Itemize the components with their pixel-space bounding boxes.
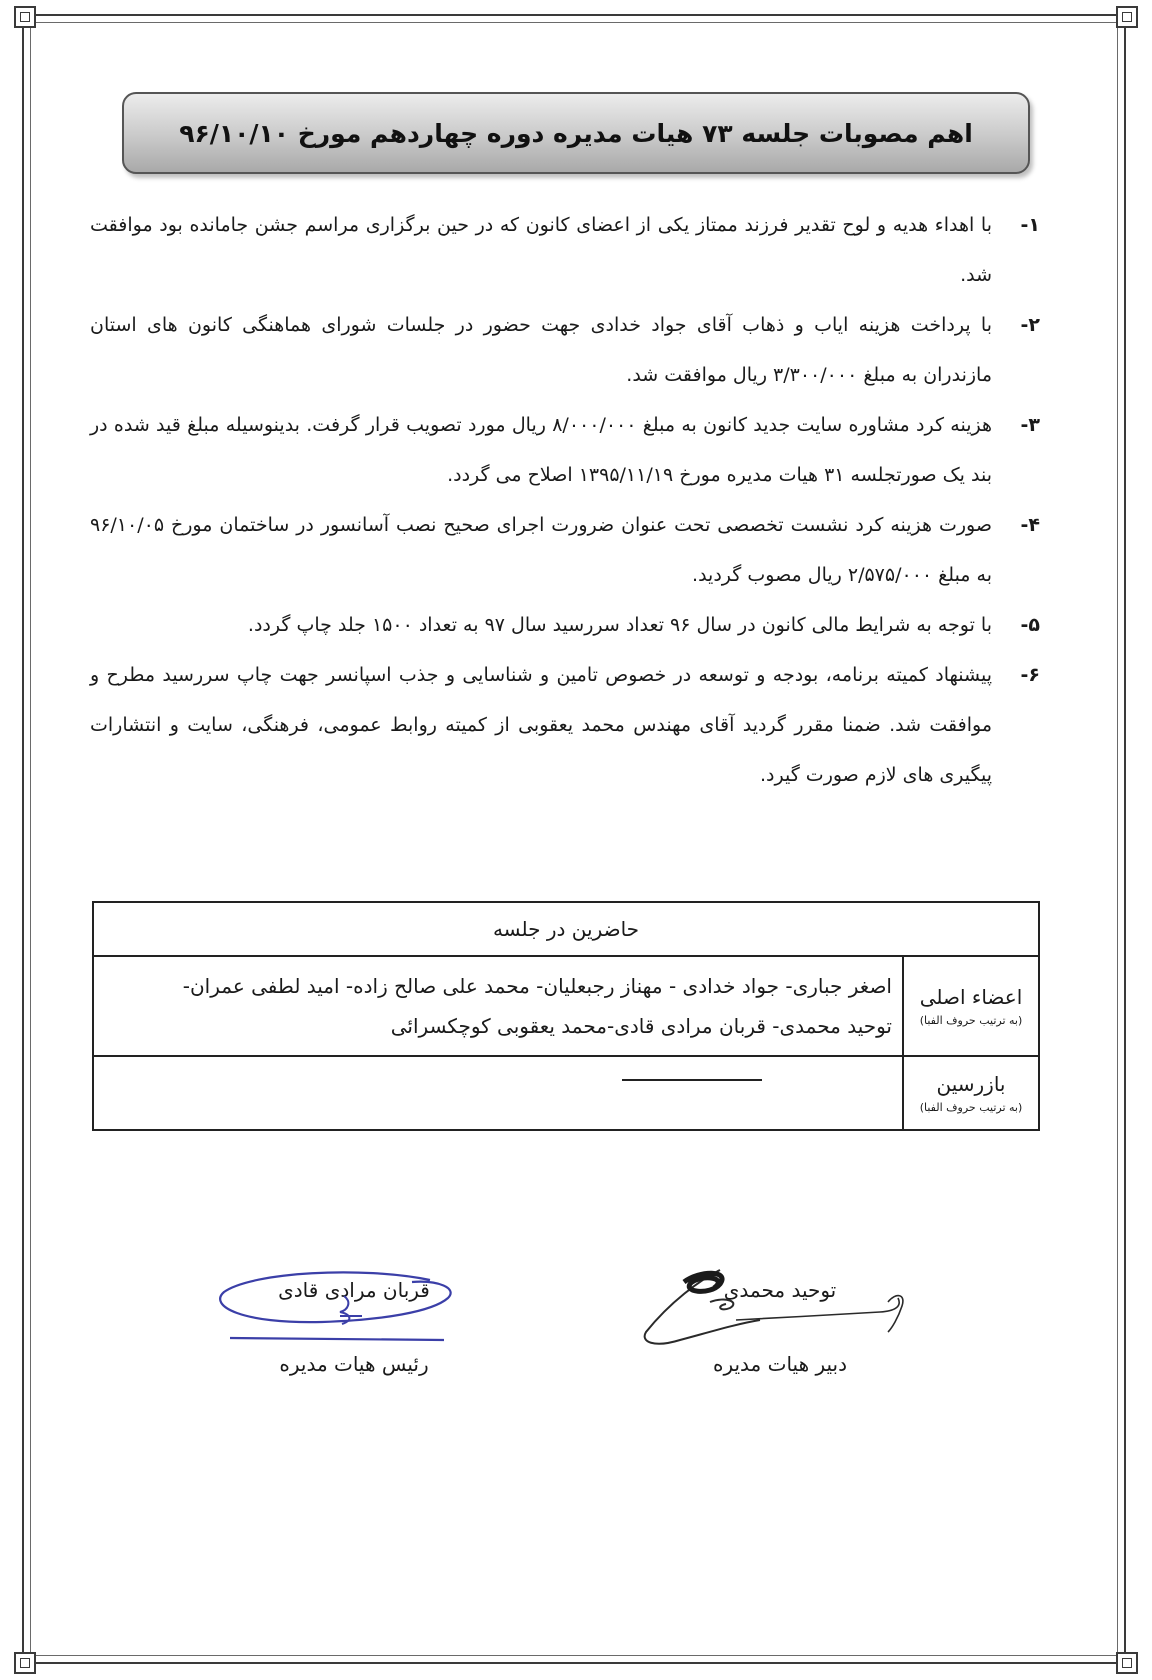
resolution-text: با اهداء هدیه و لوح تقدیر فرزند ممتاز یکی از اعضای کانون که در حین برگزاری مراسم جشن جامانده بود موافقت شد. (90, 214, 992, 286)
main-members-cell (93, 956, 903, 1056)
title-banner (122, 92, 1030, 174)
resolution-number: ۴- (1020, 514, 1040, 536)
resolution-item (90, 400, 1040, 500)
resolution-text: هزینه کرد مشاوره سایت جدید کانون به مبلغ ۸/۰۰۰/۰۰۰ ریال مورد تصویب قرار گرفت. بدینوسیله مبلغ قید شده در بند یک صورتجلسه ۳۱ هیات مدیره مورخ ۱۳۹۵/۱۱/۱۹ اصلاح می گردد. (90, 414, 992, 486)
main-members-note: (به ترتیب حروف الفبا) (919, 1014, 1023, 1027)
border-corner-ornament (1116, 1652, 1138, 1674)
table-row (93, 956, 1039, 1056)
inspectors-label: بازرسین (936, 1072, 1006, 1096)
resolution-text: با پرداخت هزینه ایاب و ذهاب آقای جواد خدادی جهت حضور در جلسات شورای هماهنگی کانون های استان مازندران به مبلغ ۳/۳۰۰/۰۰۰ ریال موافقت شد. (90, 314, 992, 386)
resolution-number: ۱- (1020, 214, 1040, 236)
signatory-title: دبیر هیات مدیره (712, 1352, 848, 1376)
resolution-item (90, 200, 1040, 300)
main-members-line: توحید محمدی- قربان مرادی قادی-محمد یعقوبی کوچکسرائی (390, 1014, 892, 1038)
resolution-number: ۳- (1020, 414, 1040, 436)
resolution-text: صورت هزینه کرد نشست تخصصی تحت عنوان ضرورت اجرای صحیح نصب آسانسور در ساختمان مورخ ۹۶/۱۰/۰۵ به مبلغ ۲/۵۷۵/۰۰۰ ریال مصوب گردید. (90, 514, 992, 586)
signature-block-president (214, 1270, 494, 1380)
attendance-table (92, 901, 1040, 1131)
signatory-title: رئیس هیات مدیره (279, 1352, 429, 1376)
resolution-item (90, 300, 1040, 400)
main-members-line: اصغر جباری- جواد خدادی - مهناز رجبعلیان- محمد علی صالح زاده- امید لطفی عمران- (182, 974, 892, 998)
signatory-name: قربان مرادی قادی (278, 1278, 430, 1302)
resolution-text: پیشنهاد کمیته برنامه، بودجه و توسعه در خصوص تامین و شناسایی و جذب اسپانسر جهت چاپ سررسید مطرح و موافقت شد. ضمنا مقرر گردید آقای مهندس محمد یعقوبی از کمیته روابط عمومی، فرهنگی، سایت و انتشارات پیگیری های لازم صورت گیرد. (90, 664, 992, 786)
blank-dash-line (622, 1079, 762, 1081)
resolution-item (90, 500, 1040, 600)
main-members-label: اعضاء اصلی (919, 985, 1023, 1009)
resolution-item (90, 600, 1040, 650)
resolution-number: ۶- (1020, 664, 1040, 686)
main-members-label-cell (903, 956, 1039, 1056)
resolutions-list (90, 200, 1040, 800)
signatory-name: توحید محمدی (723, 1278, 837, 1302)
resolution-number: ۵- (1020, 614, 1040, 636)
document-title: اهم مصوبات جلسه ۷۳ هیات مدیره دوره چهاردهم مورخ ۹۶/۱۰/۱۰ (179, 118, 973, 148)
inspectors-cell (93, 1056, 903, 1130)
signature-block-secretary (640, 1270, 920, 1380)
border-corner-ornament (14, 6, 36, 28)
table-row (93, 1056, 1039, 1130)
table-row (93, 902, 1039, 956)
inspectors-label-cell (903, 1056, 1039, 1130)
resolution-item (90, 650, 1040, 800)
attendance-heading: حاضرین در جلسه (93, 902, 1039, 956)
resolution-number: ۲- (1020, 314, 1040, 336)
inspectors-note: (به ترتیب حروف الفبا) (919, 1101, 1023, 1114)
border-corner-ornament (14, 1652, 36, 1674)
border-corner-ornament (1116, 6, 1138, 28)
resolution-text: با توجه به شرایط مالی کانون در سال ۹۶ تعداد سررسید سال ۹۷ به تعداد ۱۵۰۰ جلد چاپ گردد. (247, 614, 992, 636)
